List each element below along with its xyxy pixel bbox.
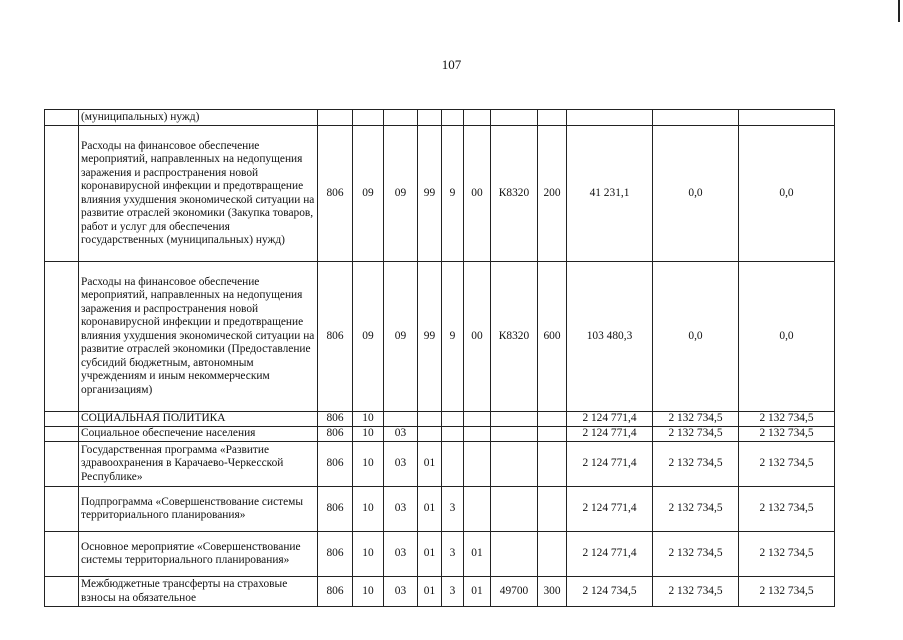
program-code: 01 <box>418 577 442 607</box>
event-code: 00 <box>464 126 491 262</box>
program-code: 01 <box>418 532 442 577</box>
direction-code: К8320 <box>491 262 538 412</box>
program-code <box>418 427 442 442</box>
amount-year-3 <box>739 110 835 126</box>
section-code: 10 <box>353 532 384 577</box>
amount-year-1: 2 124 771,4 <box>567 412 653 427</box>
event-code: 01 <box>464 577 491 607</box>
amount-year-1: 2 124 771,4 <box>567 442 653 487</box>
subsection-code: 03 <box>384 427 418 442</box>
budget-table <box>44 109 835 607</box>
admin-code: 806 <box>318 262 353 412</box>
amount-year-3: 2 132 734,5 <box>739 442 835 487</box>
amount-year-1: 103 480,3 <box>567 262 653 412</box>
amount-year-3: 2 132 734,5 <box>739 412 835 427</box>
admin-code: 806 <box>318 126 353 262</box>
amount-year-1: 2 124 771,4 <box>567 487 653 532</box>
index-cell <box>45 442 79 487</box>
subprogram-code <box>442 412 464 427</box>
expense-type-code <box>538 532 567 577</box>
admin-code: 806 <box>318 487 353 532</box>
subsection-code: 03 <box>384 442 418 487</box>
table-body <box>45 110 835 607</box>
program-code: 99 <box>418 126 442 262</box>
subsection-code: 03 <box>384 487 418 532</box>
subsection-code: 03 <box>384 532 418 577</box>
subprogram-code: 3 <box>442 577 464 607</box>
subprogram-code <box>442 427 464 442</box>
event-code <box>464 427 491 442</box>
row-name: Основное мероприятие «Совершенствование системы территориального планирования» <box>79 532 318 577</box>
amount-year-1: 2 124 771,4 <box>567 427 653 442</box>
event-code <box>464 442 491 487</box>
direction-code <box>491 412 538 427</box>
table-row <box>45 442 835 487</box>
row-name: Расходы на финансовое обеспечение мероприятий, направленных на недопущения заражения и распространения новой коронавирусной инфекции и предотвращение влияния ухудшения экономической ситуации на развитие отраслей экономики (Предоставление субсидий бюджетным, автономным учреждениям и иным некоммерческим организациям) <box>79 262 318 412</box>
amount-year-1 <box>567 110 653 126</box>
index-cell <box>45 577 79 607</box>
subprogram-code <box>442 442 464 487</box>
admin-code: 806 <box>318 427 353 442</box>
table-row <box>45 532 835 577</box>
table-row <box>45 262 835 412</box>
expense-type-code: 200 <box>538 126 567 262</box>
subprogram-code: 9 <box>442 126 464 262</box>
index-cell <box>45 532 79 577</box>
event-code <box>464 412 491 427</box>
admin-code: 806 <box>318 532 353 577</box>
expense-type-code <box>538 442 567 487</box>
direction-code <box>491 110 538 126</box>
subprogram-code: 9 <box>442 262 464 412</box>
amount-year-1: 41 231,1 <box>567 126 653 262</box>
index-cell <box>45 262 79 412</box>
section-code: 10 <box>353 442 384 487</box>
direction-code <box>491 427 538 442</box>
expense-type-code <box>538 487 567 532</box>
amount-year-1: 2 124 771,4 <box>567 532 653 577</box>
direction-code <box>491 532 538 577</box>
section-code: 09 <box>353 262 384 412</box>
section-code: 10 <box>353 412 384 427</box>
row-name: Государственная программа «Развитие здравоохранения в Карачаево-Черкесской Республике» <box>79 442 318 487</box>
amount-year-3: 2 132 734,5 <box>739 577 835 607</box>
amount-year-2: 0,0 <box>653 262 739 412</box>
amount-year-3: 2 132 734,5 <box>739 532 835 577</box>
amount-year-2: 2 132 734,5 <box>653 442 739 487</box>
subprogram-code: 3 <box>442 532 464 577</box>
expense-type-code: 600 <box>538 262 567 412</box>
index-cell <box>45 487 79 532</box>
direction-code <box>491 442 538 487</box>
subsection-code: 09 <box>384 262 418 412</box>
amount-year-2 <box>653 110 739 126</box>
expense-type-code <box>538 412 567 427</box>
row-name: СОЦИАЛЬНАЯ ПОЛИТИКА <box>79 412 318 427</box>
table-row <box>45 427 835 442</box>
subsection-code: 03 <box>384 577 418 607</box>
row-name: Расходы на финансовое обеспечение мероприятий, направленных на недопущения заражения и распространения новой коронавирусной инфекции и предотвращение влияния ухудшения экономической ситуации на развитие отраслей экономики (Закупка товаров, работ и услуг для обеспечения государственных (муниципальных) нужд) <box>79 126 318 262</box>
direction-code: К8320 <box>491 126 538 262</box>
expense-type-code <box>538 427 567 442</box>
event-code: 01 <box>464 532 491 577</box>
scan-edge-mark <box>898 0 900 22</box>
event-code <box>464 487 491 532</box>
admin-code <box>318 110 353 126</box>
index-cell <box>45 427 79 442</box>
program-code: 99 <box>418 262 442 412</box>
program-code: 01 <box>418 442 442 487</box>
index-cell <box>45 126 79 262</box>
amount-year-2: 2 132 734,5 <box>653 427 739 442</box>
section-code: 10 <box>353 427 384 442</box>
amount-year-2: 0,0 <box>653 126 739 262</box>
row-name: Межбюджетные трансферты на страховые взносы на обязательное <box>79 577 318 607</box>
row-name: (муниципальных) нужд) <box>79 110 318 126</box>
subsection-code: 09 <box>384 126 418 262</box>
admin-code: 806 <box>318 577 353 607</box>
amount-year-3: 0,0 <box>739 262 835 412</box>
expense-type-code: 300 <box>538 577 567 607</box>
admin-code: 806 <box>318 442 353 487</box>
amount-year-2: 2 132 734,5 <box>653 532 739 577</box>
program-code <box>418 110 442 126</box>
amount-year-2: 2 132 734,5 <box>653 412 739 427</box>
event-code <box>464 110 491 126</box>
event-code: 00 <box>464 262 491 412</box>
row-name: Подпрограмма «Совершенствование системы территориального планирования» <box>79 487 318 532</box>
subsection-code <box>384 412 418 427</box>
section-code: 10 <box>353 487 384 532</box>
page-number: 107 <box>441 57 462 72</box>
table-row <box>45 577 835 607</box>
subsection-code <box>384 110 418 126</box>
direction-code <box>491 487 538 532</box>
program-code <box>418 412 442 427</box>
direction-code: 49700 <box>491 577 538 607</box>
section-code: 09 <box>353 126 384 262</box>
index-cell <box>45 110 79 126</box>
amount-year-2: 2 132 734,5 <box>653 487 739 532</box>
section-code <box>353 110 384 126</box>
section-code: 10 <box>353 577 384 607</box>
subprogram-code: 3 <box>442 487 464 532</box>
amount-year-1: 2 124 734,5 <box>567 577 653 607</box>
amount-year-3: 2 132 734,5 <box>739 487 835 532</box>
amount-year-3: 0,0 <box>739 126 835 262</box>
row-name: Социальное обеспечение населения <box>79 427 318 442</box>
amount-year-2: 2 132 734,5 <box>653 577 739 607</box>
admin-code: 806 <box>318 412 353 427</box>
expense-type-code <box>538 110 567 126</box>
table-row <box>45 487 835 532</box>
table-row <box>45 126 835 262</box>
program-code: 01 <box>418 487 442 532</box>
amount-year-3: 2 132 734,5 <box>739 427 835 442</box>
subprogram-code <box>442 110 464 126</box>
table-row <box>45 110 835 126</box>
index-cell <box>45 412 79 427</box>
table-row <box>45 412 835 427</box>
